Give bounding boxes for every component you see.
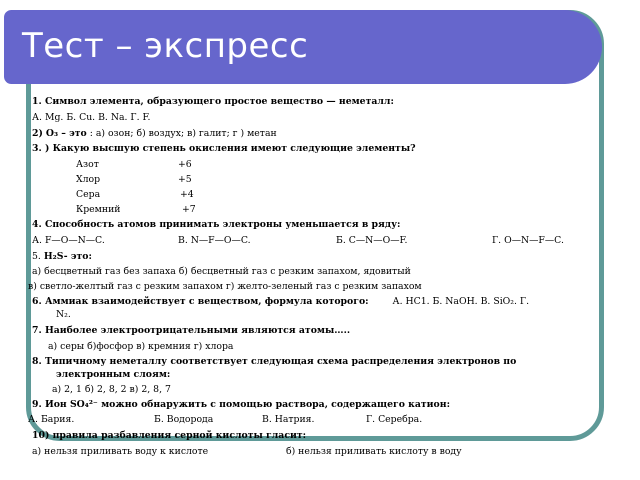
q8-cont: электронным слоям: <box>56 369 171 380</box>
q1-question: 1. Символ элемента, образующего простое вещество — неметалл: <box>32 96 394 107</box>
q10-question: 10) правила разбавления серной кислоты гласит: <box>32 430 307 441</box>
q3-value: +6 <box>178 159 192 170</box>
q4-option-c: Б. C—N—O—F. <box>336 235 408 246</box>
q3-element: Хлор <box>76 174 101 185</box>
q9-question: 9. Ион SO₄²⁻ можно обнаружить с помощью раствора, содержащего катион: <box>32 399 450 410</box>
q10-option-b: б) нельзя приливать кислоту в воду <box>286 446 462 457</box>
q3-value: +4 <box>180 189 194 200</box>
q2-answers: : а) озон; б) воздух; в) галит; г ) метан <box>89 128 277 139</box>
q6-answers: А. HC1. Б. NaOH. В. SiO₂. Г. <box>392 296 530 307</box>
q7-question: 7. Наиболее электроотрицательными являются атомы….. <box>32 325 351 336</box>
q3-value: +5 <box>178 174 192 185</box>
q6-cont: N₂. <box>56 309 71 320</box>
q3-element: Сера <box>76 189 101 200</box>
q3-value: +7 <box>182 204 196 215</box>
q3-element: Кремний <box>76 204 121 215</box>
q3-row-3 <box>76 189 194 201</box>
q3-row-1 <box>76 159 192 171</box>
q5-num: 5. <box>32 251 41 262</box>
slide-title: Тест – экспресс <box>22 26 309 66</box>
q1-answers: А. Mg. Б. Cu. В. Na. Г. F. <box>32 112 151 123</box>
q2-num: 2) <box>32 128 43 139</box>
q4-option-d: Г. O—N—F—C. <box>492 235 564 246</box>
q4-option-a: А. F—O—N—C. <box>32 235 105 246</box>
q3-row-2 <box>76 174 192 186</box>
q3-row-4 <box>76 204 196 216</box>
q9-option-d: Г. Серебра. <box>366 414 423 425</box>
q5-answers-1: а) бесцветный газ без запаха б) бесцветный газ с резким запахом, ядовитый <box>32 266 411 277</box>
q9-option-a: А. Бария. <box>28 414 75 425</box>
q3-question: 3. ) Какую высшую степень окисления имеют следующие элементы? <box>32 143 416 154</box>
q7-answers: а) серы б)фосфор в) кремния г) хлора <box>48 341 234 352</box>
q5-formula: H₂S- это: <box>43 251 92 262</box>
q9-option-b: Б. Водорода <box>154 414 214 425</box>
q10-option-a: а) нельзя приливать воду к кислоте <box>32 446 209 457</box>
q9-option-c: В. Натрия. <box>262 414 315 425</box>
q8-answers: а) 2, 1 б) 2, 8, 2 в) 2, 8, 7 <box>52 384 171 395</box>
title-bar <box>4 10 602 84</box>
q5-line <box>32 251 92 263</box>
q2-line <box>32 128 277 140</box>
q4-option-b: В. N—F—O—C. <box>178 235 251 246</box>
q3-element: Азот <box>76 159 99 170</box>
q5-answers-2: в) светло-желтый газ с резким запахом г) желто-зеленый газ с резким запахом <box>28 281 422 292</box>
q6-question: 6. Аммиак взаимодействует с веществом, формула которого: <box>32 296 369 307</box>
q4-question: 4. Способность атомов принимать электроны уменьшается в ряду: <box>32 219 401 230</box>
q8-question: 8. Типичному неметаллу соответствует следующая схема распределения электронов по <box>32 356 517 367</box>
q2-formula: О₃ – это <box>45 128 87 139</box>
q6-line <box>32 296 529 308</box>
